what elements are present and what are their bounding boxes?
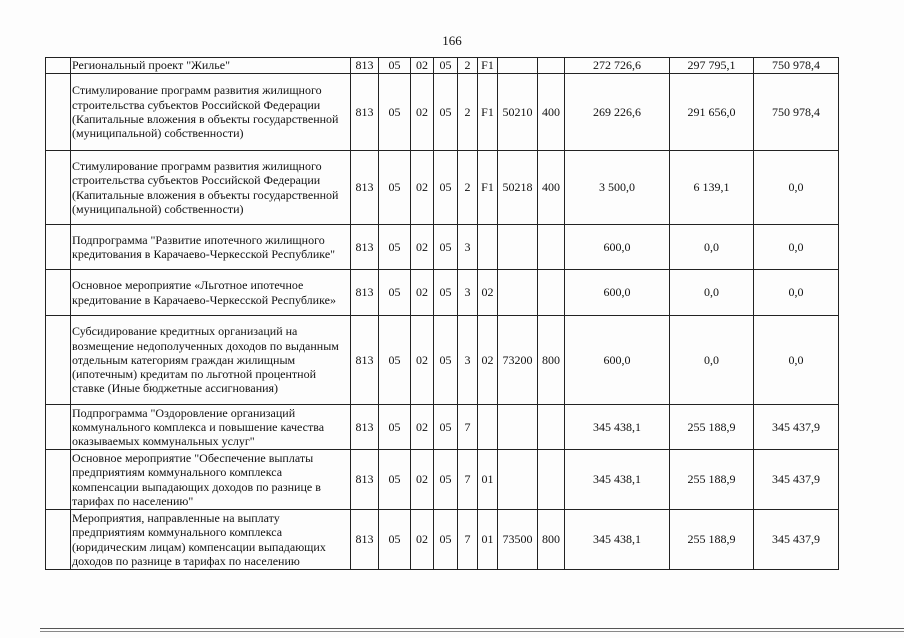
row-expense-type: 800 <box>538 510 565 570</box>
row-admin-code: 813 <box>351 510 379 570</box>
row-amount-year2: 291 656,0 <box>670 74 754 151</box>
row-program-code: 05 <box>434 316 458 405</box>
table-row <box>46 316 839 405</box>
row-event-code <box>478 405 498 450</box>
row-amount-year3: 345 437,9 <box>754 450 839 510</box>
row-program-code: 05 <box>434 405 458 450</box>
row-section-code: 05 <box>379 510 411 570</box>
row-admin-code: 813 <box>351 225 379 270</box>
row-section-code: 05 <box>379 58 411 74</box>
row-event-code: F1 <box>478 151 498 225</box>
row-section-code: 05 <box>379 450 411 510</box>
row-section-code: 05 <box>379 405 411 450</box>
row-direction-code <box>498 405 538 450</box>
row-expense-type <box>538 405 565 450</box>
row-amount-year3: 0,0 <box>754 270 839 316</box>
row-amount-year1: 600,0 <box>565 225 670 270</box>
row-name: Стимулирование программ развития жилищного строительства субъектов Российской Федерации (Капитальные вложения в объекты государственной (муниципальной) собственности) <box>71 151 351 225</box>
row-subprogram-code: 2 <box>458 58 478 74</box>
row-event-code: 02 <box>478 316 498 405</box>
row-expense-type <box>538 58 565 74</box>
row-direction-code <box>498 225 538 270</box>
row-number-cell <box>46 74 71 151</box>
row-amount-year2: 255 188,9 <box>670 510 754 570</box>
row-name: Субсидирование кредитных организаций на возмещение недополученных доходов по выданным отдельным категориям граждан жилищным (ипотечным) кредитам по льготной процентной ставке (Иные бюджетные ассигнования) <box>71 316 351 405</box>
row-amount-year3: 0,0 <box>754 151 839 225</box>
table-row <box>46 151 839 225</box>
row-program-code: 05 <box>434 270 458 316</box>
row-amount-year1: 600,0 <box>565 270 670 316</box>
row-section-code: 05 <box>379 225 411 270</box>
row-expense-type <box>538 225 565 270</box>
row-amount-year1: 3 500,0 <box>565 151 670 225</box>
row-subprogram-code: 7 <box>458 510 478 570</box>
row-expense-type: 400 <box>538 74 565 151</box>
row-amount-year3: 750 978,4 <box>754 58 839 74</box>
row-amount-year3: 345 437,9 <box>754 405 839 450</box>
row-name: Подпрограмма "Оздоровление организаций коммунального комплекса и повышение качества оказываемых коммунальных услуг" <box>71 405 351 450</box>
row-admin-code: 813 <box>351 74 379 151</box>
row-amount-year1: 269 226,6 <box>565 74 670 151</box>
row-subsection-code: 02 <box>411 405 434 450</box>
row-program-code: 05 <box>434 450 458 510</box>
row-direction-code <box>498 270 538 316</box>
row-subsection-code: 02 <box>411 74 434 151</box>
row-direction-code: 50210 <box>498 74 538 151</box>
row-expense-type: 800 <box>538 316 565 405</box>
row-expense-type <box>538 450 565 510</box>
row-event-code <box>478 225 498 270</box>
row-name: Основное мероприятие «Льготное ипотечное кредитование в Карачаево-Черкесской Республике» <box>71 270 351 316</box>
row-section-code: 05 <box>379 74 411 151</box>
row-name: Основное мероприятие "Обеспечение выплаты предприятиям коммунального комплекса компенсации выпадающих доходов по разнице в тарифах по населению" <box>71 450 351 510</box>
row-amount-year2: 0,0 <box>670 225 754 270</box>
row-section-code: 05 <box>379 270 411 316</box>
table-row <box>46 225 839 270</box>
row-subprogram-code: 3 <box>458 270 478 316</box>
row-program-code: 05 <box>434 225 458 270</box>
row-amount-year3: 345 437,9 <box>754 510 839 570</box>
row-amount-year3: 750 978,4 <box>754 74 839 151</box>
row-admin-code: 813 <box>351 58 379 74</box>
row-amount-year1: 345 438,1 <box>565 510 670 570</box>
row-name: Региональный проект "Жилье" <box>71 58 351 74</box>
row-expense-type: 400 <box>538 151 565 225</box>
row-name: Мероприятия, направленные на выплату предприятиям коммунального комплекса (юридическим лицам) компенсации выпадающих доходов по разнице в тарифах по населению <box>71 510 351 570</box>
row-subprogram-code: 3 <box>458 225 478 270</box>
row-subsection-code: 02 <box>411 270 434 316</box>
row-name: Стимулирование программ развития жилищного строительства субъектов Российской Федерации (Капитальные вложения в объекты государственной (муниципальной) собственности) <box>71 74 351 151</box>
row-amount-year2: 0,0 <box>670 316 754 405</box>
row-subsection-code: 02 <box>411 510 434 570</box>
row-amount-year2: 6 139,1 <box>670 151 754 225</box>
row-admin-code: 813 <box>351 450 379 510</box>
row-section-code: 05 <box>379 316 411 405</box>
row-admin-code: 813 <box>351 316 379 405</box>
row-amount-year2: 255 188,9 <box>670 450 754 510</box>
row-number-cell <box>46 151 71 225</box>
page-number: 166 <box>442 33 462 48</box>
row-direction-code: 73200 <box>498 316 538 405</box>
row-amount-year1: 345 438,1 <box>565 405 670 450</box>
row-number-cell <box>46 405 71 450</box>
row-event-code: 01 <box>478 450 498 510</box>
row-program-code: 05 <box>434 510 458 570</box>
row-subsection-code: 02 <box>411 316 434 405</box>
row-direction-code: 50218 <box>498 151 538 225</box>
row-admin-code: 813 <box>351 270 379 316</box>
row-direction-code: 73500 <box>498 510 538 570</box>
row-program-code: 05 <box>434 151 458 225</box>
row-event-code: F1 <box>478 74 498 151</box>
row-number-cell <box>46 270 71 316</box>
row-amount-year3: 0,0 <box>754 316 839 405</box>
row-expense-type <box>538 270 565 316</box>
row-amount-year1: 345 438,1 <box>565 450 670 510</box>
row-subsection-code: 02 <box>411 58 434 74</box>
row-admin-code: 813 <box>351 151 379 225</box>
row-subprogram-code: 3 <box>458 316 478 405</box>
row-subsection-code: 02 <box>411 225 434 270</box>
row-amount-year2: 0,0 <box>670 270 754 316</box>
table-row <box>46 270 839 316</box>
row-admin-code: 813 <box>351 405 379 450</box>
row-subprogram-code: 7 <box>458 450 478 510</box>
row-section-code: 05 <box>379 151 411 225</box>
row-number-cell <box>46 316 71 405</box>
row-amount-year2: 297 795,1 <box>670 58 754 74</box>
table-row <box>46 405 839 450</box>
row-number-cell <box>46 58 71 74</box>
table-row <box>46 450 839 510</box>
budget-table <box>45 57 839 570</box>
row-subprogram-code: 2 <box>458 74 478 151</box>
row-subprogram-code: 2 <box>458 151 478 225</box>
row-event-code: 01 <box>478 510 498 570</box>
row-event-code: 02 <box>478 270 498 316</box>
row-number-cell <box>46 510 71 570</box>
row-program-code: 05 <box>434 58 458 74</box>
row-subsection-code: 02 <box>411 450 434 510</box>
row-amount-year1: 600,0 <box>565 316 670 405</box>
row-number-cell <box>46 450 71 510</box>
table-row <box>46 510 839 570</box>
row-amount-year3: 0,0 <box>754 225 839 270</box>
row-direction-code <box>498 450 538 510</box>
row-event-code: F1 <box>478 58 498 74</box>
row-direction-code <box>498 58 538 74</box>
row-subsection-code: 02 <box>411 151 434 225</box>
row-amount-year2: 255 188,9 <box>670 405 754 450</box>
row-program-code: 05 <box>434 74 458 151</box>
table-row <box>46 58 839 74</box>
row-name: Подпрограмма "Развитие ипотечного жилищного кредитования в Карачаево-Черкесской Республике" <box>71 225 351 270</box>
table-row <box>46 74 839 151</box>
scan-edge-line <box>40 628 904 629</box>
row-number-cell <box>46 225 71 270</box>
row-subprogram-code: 7 <box>458 405 478 450</box>
row-amount-year1: 272 726,6 <box>565 58 670 74</box>
scan-edge-line <box>40 631 904 632</box>
